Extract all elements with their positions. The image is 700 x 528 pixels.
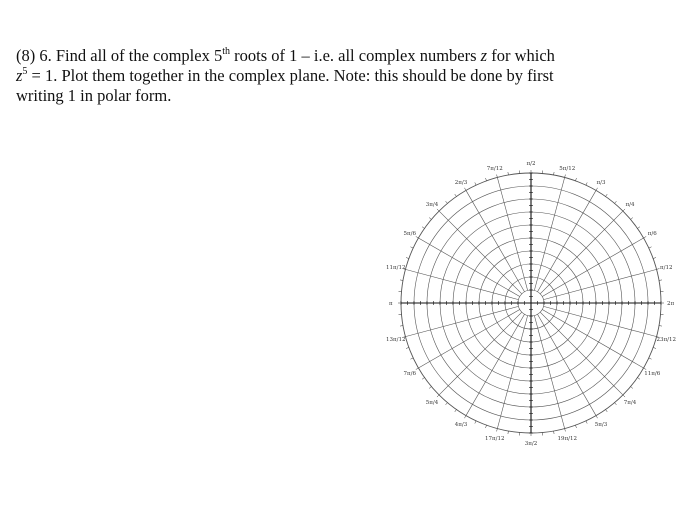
ring-tick xyxy=(406,258,409,259)
ring-tick xyxy=(465,188,467,191)
angle-label: π/4 xyxy=(625,202,635,209)
ring-tick xyxy=(475,421,476,424)
right-angle-label: 2π xyxy=(667,301,675,307)
angle-label: 11π/6 xyxy=(644,371,661,377)
angle-label: π/2 xyxy=(526,161,536,167)
left-angle-label: π xyxy=(389,301,393,307)
ring-tick xyxy=(659,326,662,327)
ring-tick xyxy=(410,358,413,359)
ring-tick xyxy=(606,194,608,196)
ring-tick xyxy=(422,378,424,380)
ring-tick xyxy=(416,237,419,239)
ring-tick xyxy=(406,347,409,348)
ring-tick xyxy=(637,378,639,380)
ring-tick xyxy=(486,178,487,181)
ring-tick xyxy=(554,172,555,175)
angle-label: π/12 xyxy=(659,264,673,271)
ring-tick xyxy=(586,182,587,185)
angle-label: 7π/12 xyxy=(486,165,503,172)
problem-text-3: = 1. Plot them together in the complex plane. Note: this should be done by first xyxy=(27,66,554,85)
ring-tick xyxy=(416,368,419,370)
variable-z: z xyxy=(480,46,488,65)
angle-label: 7π/6 xyxy=(403,371,416,377)
angle-label: 5π/3 xyxy=(594,422,608,429)
ring-tick xyxy=(596,188,598,191)
ring-tick xyxy=(623,395,625,397)
angle-label: 5π/12 xyxy=(559,165,576,172)
ring-tick xyxy=(465,416,467,419)
ring-tick xyxy=(653,347,656,348)
angle-label: 2π/3 xyxy=(454,179,468,186)
ring-tick xyxy=(631,218,633,220)
ring-tick xyxy=(400,326,403,327)
angle-label: 11π/12 xyxy=(386,264,406,271)
ring-tick xyxy=(508,431,509,434)
problem-line-3: writing 1 in polar form. xyxy=(16,86,172,105)
ring-tick xyxy=(631,387,633,389)
angle-label: 3π/2 xyxy=(524,441,538,447)
ring-tick xyxy=(565,429,566,432)
angle-label: 23π/12 xyxy=(656,337,676,344)
angle-label: π/6 xyxy=(647,231,657,237)
exponent: 5 xyxy=(22,65,28,77)
ring-tick xyxy=(429,387,431,389)
ring-tick xyxy=(455,409,457,411)
angle-label: 5π/4 xyxy=(425,399,439,406)
ring-tick xyxy=(565,175,566,178)
ring-tick xyxy=(429,218,431,220)
ring-tick xyxy=(653,258,656,259)
ring-tick xyxy=(508,172,509,175)
ring-tick xyxy=(497,175,498,178)
ring-tick xyxy=(475,182,476,185)
variable-z-2: z xyxy=(16,66,23,85)
ring-tick xyxy=(455,194,457,196)
problem-prefix: (8) 6. Find all of the complex 5 xyxy=(16,46,223,65)
ring-tick xyxy=(437,209,439,211)
ring-tick xyxy=(596,416,598,419)
ring-tick xyxy=(623,209,625,211)
ring-tick xyxy=(637,227,639,229)
angle-label: 7π/4 xyxy=(623,399,637,406)
angle-label: 3π/4 xyxy=(425,202,439,209)
problem-text-1: roots of 1 – i.e. all complex numbers xyxy=(230,46,481,65)
ring-tick xyxy=(554,431,555,434)
ring-tick xyxy=(486,425,487,428)
angle-label: 17π/12 xyxy=(485,436,505,443)
angle-label: 13π/12 xyxy=(386,337,406,344)
ring-tick xyxy=(437,395,439,397)
ring-tick xyxy=(410,247,413,248)
ring-tick xyxy=(649,247,652,248)
ring-tick xyxy=(644,368,647,370)
ring-tick xyxy=(575,178,576,181)
ring-tick xyxy=(422,227,424,229)
problem-text-2: for which xyxy=(487,46,555,65)
ring-tick xyxy=(446,201,448,203)
ring-tick xyxy=(586,421,587,424)
ring-tick xyxy=(606,409,608,411)
ring-tick xyxy=(615,201,617,203)
ring-tick xyxy=(575,425,576,428)
ring-tick xyxy=(497,429,498,432)
angle-label: 19π/12 xyxy=(557,436,577,443)
ring-tick xyxy=(400,280,403,281)
angle-label: 4π/3 xyxy=(454,422,468,429)
angle-label: 5π/6 xyxy=(403,231,416,237)
ring-tick xyxy=(615,403,617,405)
ring-tick xyxy=(644,237,647,239)
angle-label: π/3 xyxy=(596,179,606,186)
ordinal-suffix: th xyxy=(222,45,230,57)
ring-tick xyxy=(446,403,448,405)
ring-tick xyxy=(659,280,662,281)
ring-tick xyxy=(649,358,652,359)
